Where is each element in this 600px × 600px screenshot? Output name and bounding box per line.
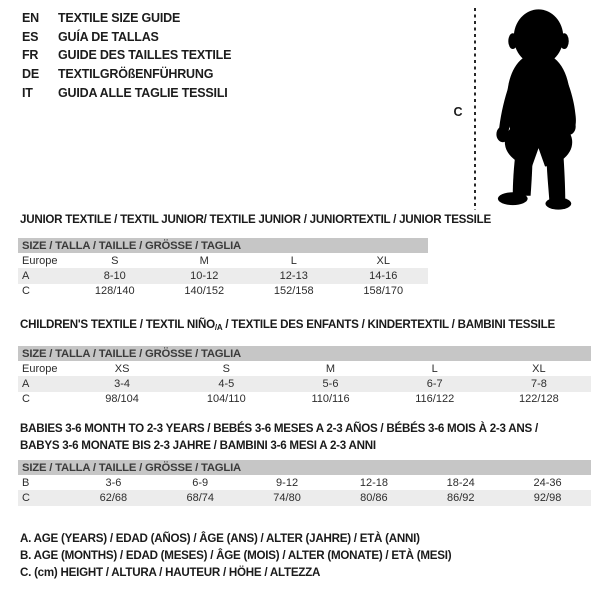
- row-label: A: [22, 377, 30, 390]
- table-row: [18, 361, 591, 376]
- height-measure-label: C: [453, 105, 463, 119]
- table-cell: M: [325, 362, 336, 375]
- table-cell: 6-9: [192, 476, 209, 489]
- table-row: [18, 253, 428, 268]
- legend-notes: [20, 530, 451, 582]
- row-label: C: [22, 491, 30, 504]
- table-cell: 92/98: [533, 491, 562, 504]
- children-title-subscript: /A: [214, 323, 223, 332]
- junior-size-table: [18, 238, 428, 299]
- table-cell: 104/110: [206, 393, 246, 406]
- language-row: [22, 28, 231, 47]
- row-label: C: [22, 285, 30, 298]
- language-row: [22, 9, 231, 28]
- table-row: [18, 392, 591, 407]
- language-row: [22, 46, 231, 65]
- table-cell: L: [431, 362, 438, 375]
- table-cell: 128/140: [94, 285, 135, 298]
- table-cell: 10-12: [190, 269, 219, 282]
- table-cell: 24-36: [533, 476, 562, 489]
- right-ear-shape: [560, 33, 569, 49]
- table-cell: XS: [114, 362, 130, 375]
- table-row: [18, 268, 428, 283]
- left-leg-shape: [513, 151, 533, 196]
- table-cell: 74/80: [273, 491, 301, 504]
- table-cell: 68/74: [186, 491, 214, 504]
- table-cell: M: [199, 254, 209, 267]
- note-height-cm: C. (cm) HEIGHT / ALTURA / HAUTEUR / HÖHE / ALTEZZA: [20, 566, 321, 580]
- language-code: ES: [22, 29, 39, 44]
- table-cell: 4-5: [218, 377, 235, 390]
- language-code: EN: [22, 11, 39, 26]
- row-label: B: [22, 476, 30, 489]
- right-leg-shape: [546, 153, 565, 202]
- note-age-years: A. AGE (YEARS) / EDAD (AÑOS) / ÂGE (ANS) / ALTER (JAHRE) / ETÀ (ANNI): [20, 532, 420, 545]
- guide-title: TEXTILGRÖßENFÜHRUNG: [58, 67, 214, 82]
- size-header-bar: SIZE / TALLA / TAILLE / GRÖSSE / TAGLIA: [18, 460, 591, 475]
- row-label: A: [22, 269, 30, 282]
- children-title-post: / TEXTILE DES ENFANTS / KINDERTEXTIL / BAMBINI TESSILE: [222, 318, 555, 331]
- table-cell: 158/170: [363, 285, 404, 298]
- table-cell: 86/92: [446, 491, 475, 504]
- table-cell: 116/122: [415, 393, 455, 406]
- children-title-pre: CHILDREN'S TEXTILE / TEXTIL NIÑO: [20, 318, 215, 331]
- language-code: IT: [22, 85, 33, 100]
- guide-title: TEXTILE SIZE GUIDE: [58, 11, 181, 26]
- language-row: [22, 65, 231, 84]
- size-header-bar: SIZE / TALLA / TAILLE / GRÖSSE / TAGLIA: [18, 238, 428, 253]
- table-cell: 12-13: [279, 269, 308, 282]
- table-cell: 62/68: [99, 491, 128, 504]
- babies-title-line2: BABYS 3-6 MONATE BIS 2-3 JAHRE / BAMBINI 3-6 MESI A 2-3 ANNI: [20, 438, 376, 452]
- left-foot-shape: [498, 192, 528, 205]
- table-cell: XL: [376, 254, 390, 267]
- language-row: [22, 83, 231, 102]
- table-cell: S: [222, 362, 230, 375]
- table-cell: 18-24: [446, 476, 475, 489]
- language-title-list: [22, 9, 231, 102]
- guide-title: GUIDA ALLE TAGLIE TESSILI: [58, 85, 228, 100]
- table-cell: 8-10: [103, 269, 126, 282]
- table-cell: 80/86: [360, 491, 388, 504]
- junior-table-title: JUNIOR TEXTILE / TEXTIL JUNIOR/ TEXTILE JUNIOR / JUNIORTEXTIL / JUNIOR TESSILE: [20, 213, 491, 226]
- table-cell: 9-12: [276, 476, 299, 489]
- table-cell: 110/116: [311, 393, 350, 406]
- row-label: Europe: [22, 362, 58, 375]
- head-shape: [514, 9, 564, 64]
- row-label: C: [22, 393, 30, 406]
- table-cell: 3-4: [114, 377, 131, 390]
- table-cell: 140/152: [184, 285, 225, 298]
- babies-title-line1: BABIES 3-6 MONTH TO 2-3 YEARS / BEBÉS 3-6 MESES A 2-3 AÑOS / BÉBÉS 3-6 MOIS À 2-3 ANS /: [20, 422, 538, 435]
- height-measure-dashed-line: [474, 8, 476, 210]
- table-cell: 6-7: [426, 377, 443, 390]
- note-age-months: B. AGE (MONTHS) / EDAD (MESES) / ÂGE (MOIS) / ALTER (MONATE) / ETÀ (MESI): [20, 549, 452, 563]
- table-cell: 5-6: [322, 377, 339, 390]
- size-header-bar: SIZE / TALLA / TAILLE / GRÖSSE / TAGLIA: [18, 346, 591, 361]
- table-cell: XL: [532, 362, 546, 375]
- children-table-title: [20, 318, 555, 332]
- table-cell: 152/158: [273, 285, 314, 298]
- row-label: Europe: [22, 254, 58, 267]
- language-code: DE: [22, 67, 39, 82]
- table-cell: 7-8: [530, 377, 547, 390]
- right-foot-shape: [545, 198, 571, 210]
- babies-table-title: [20, 421, 580, 455]
- guide-title: GUIDE DES TAILLES TEXTILE: [58, 48, 232, 63]
- table-cell: 98/104: [105, 393, 139, 406]
- table-row: [18, 475, 591, 490]
- table-row: [18, 376, 591, 391]
- babies-size-table: [18, 460, 591, 506]
- toddler-silhouette: [487, 7, 596, 212]
- table-row: [18, 490, 591, 505]
- children-size-table: [18, 346, 591, 407]
- table-cell: 12-18: [359, 476, 388, 489]
- guide-title: GUÍA DE TALLAS: [58, 29, 159, 44]
- left-ear-shape: [508, 33, 517, 49]
- table-cell: S: [111, 254, 119, 267]
- language-code: FR: [22, 48, 39, 63]
- table-cell: 14-16: [369, 269, 398, 282]
- table-cell: 3-6: [105, 476, 122, 489]
- table-row: [18, 284, 428, 299]
- table-cell: L: [290, 254, 297, 267]
- table-cell: 122/128: [519, 393, 559, 406]
